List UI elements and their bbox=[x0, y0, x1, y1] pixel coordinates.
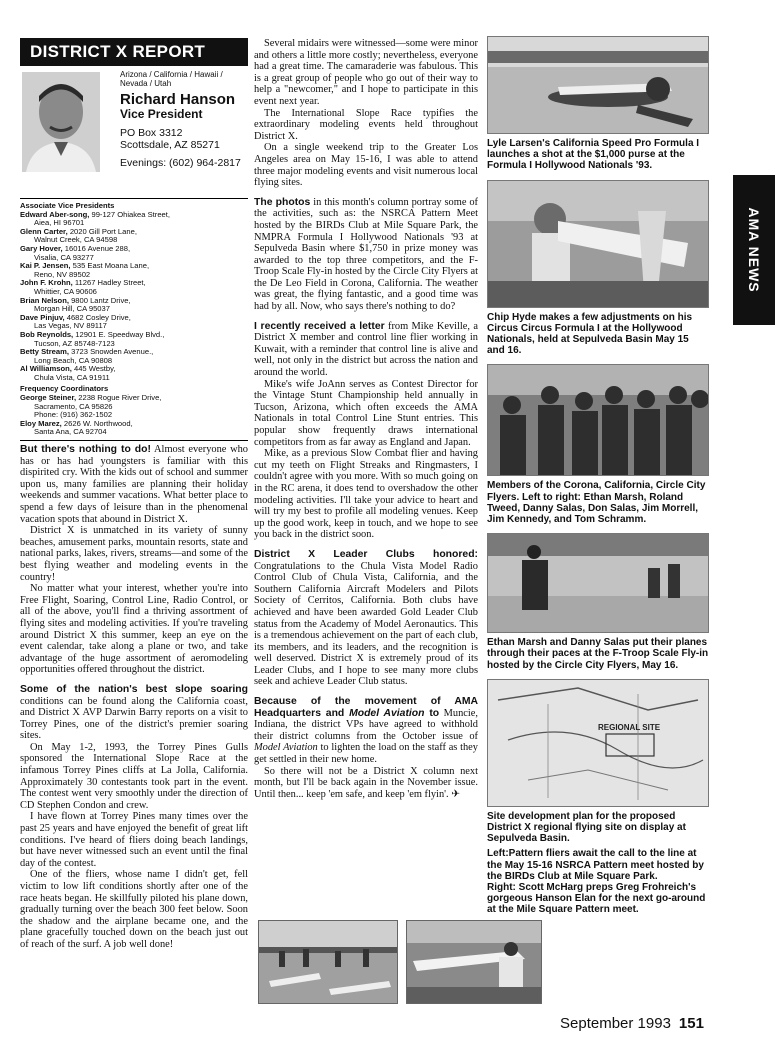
photo-ftroop-fly-in bbox=[487, 533, 709, 633]
avp-name: Gary Hover, bbox=[20, 243, 63, 253]
paragraph: So there will not be a District X column next month, but I'll be back again in the November issue. Until then... keep 'em safe, and keep 'em flyin'. ✈ bbox=[254, 765, 478, 800]
avp-address: 9800 Lantz Drive, bbox=[71, 295, 131, 305]
vp-phone: Evenings: (602) 964-2817 bbox=[120, 157, 241, 169]
avp-city: Chula Vista, CA 91911 bbox=[34, 372, 110, 382]
avp-name: Brian Nelson, bbox=[20, 295, 69, 305]
paragraph bbox=[254, 696, 478, 766]
photo-caption: Left:Pattern fliers await the call to the line at the May 15-16 NSRCA Pattern meet hosted by the BIRDs Club at Mile Square Park. bbox=[487, 848, 704, 882]
spacer bbox=[254, 541, 478, 549]
coordinator-phone: Phone: (916) 362-1502 bbox=[34, 410, 113, 420]
avp-entry bbox=[20, 262, 248, 279]
vp-address-line1: PO Box 3312 bbox=[120, 127, 183, 139]
coordinator-address: 2238 Rogue River Drive, bbox=[78, 393, 162, 403]
photo-caption: Ethan Marsh and Danny Salas put their planes through their paces at the F-Troop Scale Fly-in hosted by the Circle City Flyers, May 16. bbox=[487, 637, 709, 671]
avp-city: Whittier, CA 90606 bbox=[34, 286, 97, 296]
section-tab-label: AMA NEWS bbox=[746, 207, 762, 293]
avp-name: Dave Pinjuv, bbox=[20, 312, 65, 322]
officer-roster bbox=[20, 198, 248, 441]
paragraph bbox=[254, 321, 478, 379]
photo-caption: Site development plan for the proposed District X regional flying site on display at Sepulveda Basin. bbox=[487, 810, 686, 845]
roster-section-title: Frequency Coordinators bbox=[20, 384, 109, 394]
paragraph: One of the fliers, whose name I didn't get, fell victim to low lift conditions shortly after one of the race heats began. He skillfully piloted his plane down, gradually turning over the beach 300 feet below. Soon the shadow and the airplane became one, and the plane gracefully touched down on the beach just out of reach of the surf. A job well done! bbox=[20, 869, 248, 950]
paragraph-text: from Mike Keville, a District X member and control line flier working in Kuwait, with a reminder that control line is alive and well, not only in the district but across the nation and around the world. bbox=[254, 320, 478, 379]
photo-caption: Members of the Corona, California, Circle City Flyers. Left to right: Ethan Marsh, Roland Tweed, Danny Salas, Don Salas, Jim Morrell, Jim Kennedy, and Tom Schramm. bbox=[487, 480, 706, 526]
avp-entry bbox=[20, 245, 248, 262]
avp-city: Morgan Hill, CA 95037 bbox=[34, 304, 110, 314]
avp-entry bbox=[20, 331, 248, 348]
column-1 bbox=[20, 38, 248, 951]
coordinator-entry bbox=[20, 394, 248, 420]
avp-address: 11267 Hadley Street, bbox=[74, 278, 146, 288]
section-tab bbox=[733, 175, 775, 325]
avp-name: Betty Stream, bbox=[20, 347, 69, 357]
article-column-1 bbox=[20, 444, 248, 951]
avp-name: Kai P. Jensen, bbox=[20, 261, 71, 271]
paragraph bbox=[254, 197, 478, 313]
vp-name: Richard Hanson bbox=[120, 91, 236, 108]
paragraph-lead-italic: Model Aviation bbox=[349, 707, 425, 719]
avp-city: Aiea, HI 96701 bbox=[34, 218, 85, 228]
column-2 bbox=[254, 38, 478, 800]
vp-portrait bbox=[22, 72, 100, 172]
avp-city: Long Beach, CA 90808 bbox=[34, 355, 113, 365]
avp-entry bbox=[20, 211, 248, 228]
paragraph: The International Slope Race typifies the extraordinary modeling events held throughout District X. bbox=[254, 107, 478, 142]
paragraph-lead: I recently received a letter bbox=[254, 320, 385, 332]
column-3 bbox=[487, 36, 709, 924]
site-plan-map bbox=[487, 679, 709, 807]
column-header: DISTRICT X REPORT bbox=[20, 38, 248, 66]
paragraph-lead: Some of the nation's best slope soaring bbox=[20, 683, 248, 695]
spacer bbox=[254, 313, 478, 321]
avp-entry bbox=[20, 365, 248, 382]
vp-info bbox=[120, 70, 250, 169]
avp-entry bbox=[20, 279, 248, 296]
district-states: Arizona / California / Hawaii / Nevada / Utah bbox=[120, 70, 223, 88]
coordinator-entry bbox=[20, 420, 248, 437]
paragraph bbox=[20, 684, 248, 742]
photo-hanson-elan bbox=[406, 920, 542, 1004]
avp-address: 2020 Gill Port Lane, bbox=[69, 226, 137, 236]
paragraph bbox=[254, 549, 478, 688]
paragraph-lead: The photos bbox=[254, 196, 311, 208]
paragraph: Mike's wife JoAnn serves as Contest Director for the Vintage Stunt Championship held annually in Tucson, Arizona, which often exceeds the AMA Nationals in total Control Line Stunt entries. This popular show frequently draws international competitors from as far away as England and Japan. bbox=[254, 378, 478, 448]
paragraph-text: Congratulations to the Chula Vista Model Radio Control Club of Chula Vista, California, and the Southern California Aircraft Modelers and Pilots Society of Cerritos, California. Both clubs have achieved and have been awarded Gold Leader Club status from the Academy of Model Aeronautics. This is a tremendous achievement on the part of each club, its members, and its leaders, and the recognition is well deserved. District X is extremely proud of its Leader Clubs, and I hope to see many more clubs seek and achieve Leader Club status. bbox=[254, 560, 478, 688]
avp-city: Walnut Creek, CA 94598 bbox=[34, 235, 118, 245]
coordinator-address: 2626 W. Northwood, bbox=[63, 418, 133, 428]
paragraph-text: to lighten the load on the staff as they get settled in their new home. bbox=[254, 742, 478, 766]
photo-caption: Lyle Larsen's California Speed Pro Formula I launches a shot at the $1,000 purse at the Formula I Hollywood Nationals '93. bbox=[487, 138, 700, 172]
avp-city: Tucson, AZ 85748-7123 bbox=[34, 338, 115, 348]
paragraph: No matter what your interest, whether you're into Free Flight, Soaring, Control Line, Radio Control, or all of the above, you'll find a thriving assortment of flying sites and modeling activities. If you're traveling around District X this summer, keep an eye on the event calendar, take along a plane or two, and take advantage of the huge assortment of aeromodeling opportunities offered throughout the district. bbox=[20, 583, 248, 676]
avp-entry bbox=[20, 314, 248, 331]
coordinator-city: Santa Ana, CA 92704 bbox=[34, 427, 107, 437]
vp-profile bbox=[20, 70, 248, 198]
paragraph: District X is unmatched in its variety of sunny beaches, amusement parks, mountain resorts, state and national parks, lakes, rivers, streams—and some of the best flying weather and modeling events in the country! bbox=[20, 525, 248, 583]
avp-name: Al Williamson, bbox=[20, 364, 72, 374]
photo-speed-pro-launch bbox=[487, 36, 709, 134]
avp-name: Edward Aber-song, bbox=[20, 209, 90, 219]
paragraph-lead: to bbox=[424, 707, 440, 719]
avp-address: 445 Westby, bbox=[73, 364, 116, 374]
paragraph: I have flown at Torrey Pines many times over the past 25 years and have enjoyed the benefit of great lift conditions. I've heard of fliers doing beach landings, but have never witnessed such an event until the final day of the contest. bbox=[20, 811, 248, 869]
paragraph-lead: But there's nothing to do! bbox=[20, 444, 151, 456]
vp-address-line2: Scottsdale, AZ 85271 bbox=[120, 139, 220, 151]
avp-entry bbox=[20, 297, 248, 314]
paragraph: On May 1-2, 1993, the Torrey Pines Gulls sponsored the International Slope Race at the infamous Torrey Pines cliffs at La Jolla, California. Approximately 30 contestants took part in the event. The contest went very smoothly under the direction of CD Stephen Condon and crew. bbox=[20, 741, 248, 811]
coordinator-city: Sacramento, CA 95826 bbox=[34, 401, 113, 411]
photo-circle-city-flyers bbox=[487, 364, 709, 476]
paragraph-text: in this month's column portray some of the activities, such as: the NSRCA Pattern Meet hosted by the BIRDs Club at Mile Square Park, the NMPRA Formula I Hollywood Nationals '93 at Sepulveda Basin where $1,750 in prize money was awarded to the top three competitors, and the F-Troop Scale Fly-in hosted by the Circle City Flyers at the De Leo Field in Corona, California. The weather was great, the flying fantastic, and a good time was had by all. Now, who says there's nothing to do? bbox=[254, 196, 478, 313]
photo-chip-hyde bbox=[487, 180, 709, 308]
spacer bbox=[254, 688, 478, 696]
spacer bbox=[254, 189, 478, 197]
photo-pattern-fliers bbox=[258, 920, 398, 1004]
avp-name: Glenn Carter, bbox=[20, 226, 68, 236]
avp-name: John F. Krohn, bbox=[20, 278, 73, 288]
avp-name: Bob Reynolds, bbox=[20, 329, 74, 339]
avp-entry bbox=[20, 228, 248, 245]
page-footer bbox=[560, 1015, 704, 1032]
avp-city: Visalia, CA 93277 bbox=[34, 252, 94, 262]
paragraph: Several midairs were witnessed—some were minor and others a little more costly; nevertheless, everyone had a great time. The camaraderie was fabulous. This is a great group of people who go out of their way to help a "newcomer," and I hope to participate in this event next year. bbox=[254, 38, 478, 107]
paragraph-lead: Because of the movement of AMA Headquarters and bbox=[254, 696, 478, 719]
photo-caption: Right: Scott McHarg preps Greg Frohreich's gorgeous Hanson Elan for the next go-around at the Mile Square Pattern meet. bbox=[487, 882, 706, 916]
spacer bbox=[20, 676, 248, 684]
coordinator-name: George Steiner, bbox=[20, 393, 77, 403]
avp-address: 16016 Avenue 288, bbox=[64, 243, 131, 253]
avp-address: 535 East Moana Lane, bbox=[72, 261, 150, 271]
avp-entry bbox=[20, 348, 248, 365]
coordinator-name: Eloy Marez, bbox=[20, 418, 62, 428]
article-column-2 bbox=[254, 38, 478, 800]
avp-city: Las Vegas, NV 89117 bbox=[34, 321, 107, 331]
map-label: REGIONAL SITE bbox=[598, 722, 661, 732]
vp-title: Vice President bbox=[120, 107, 203, 121]
photo-caption: Chip Hyde makes a few adjustments on his Circus Circus Formula I at the Hollywood Nationals, held at Sepulveda Basin May 15 and 16. bbox=[487, 311, 693, 357]
paragraph-lead: District X Leader Clubs honored: bbox=[254, 548, 478, 560]
paragraph bbox=[20, 444, 248, 525]
paragraph: On a single weekend trip to the Greater Los Angeles area on May 15-16, I was able to attend three major modeling events and visit numerous local flying sites. bbox=[254, 142, 478, 189]
avp-address: 12901 E. Speedway Blvd., bbox=[75, 329, 165, 339]
avp-address: 3723 Snowden Avenue., bbox=[71, 347, 154, 357]
roster-divider bbox=[20, 440, 248, 441]
paragraph-text: Almost everyone who has or has had youngsters is familiar with this dispirited cry. With the kids out of school and summer upon us, many families are planning their holiday weekends and summer vacations. What better place to spend a few days of leisure than in the phenomenal vacation spots that abound in District X. bbox=[20, 444, 249, 525]
avp-city: Reno, NV 89502 bbox=[34, 269, 91, 279]
roster-section-title: Associate Vice Presidents bbox=[20, 201, 115, 210]
avp-address: 99-127 Ohiakea Street, bbox=[91, 209, 170, 219]
paragraph: Mike, as a previous Slow Combat flier and having cut my teeth on Flight Streaks and Ringmasters, I couldn't agree with you more. With so much going on in the RC arena, it does tend to overshadow the other modeling activities. I'll take your advice to heart and will try my best to profile all modeling venues. Keep up the good work, keep in touch, and we hope to see you back in the district soon. bbox=[254, 448, 478, 541]
paragraph-text: Muncie, Indiana, the district VPs have agreed to withhold their district columns from the October issue of bbox=[254, 707, 478, 742]
avp-address: 4682 Cosley Drive, bbox=[66, 312, 131, 322]
issue-date: September 1993 bbox=[560, 1015, 671, 1032]
page-number: 151 bbox=[678, 1015, 704, 1032]
paragraph-text: conditions can be found along the California coast, and District X AVP Darwin Barry reports on a visit to Torrey Pines, one of the district's premier soaring sites. bbox=[20, 695, 248, 742]
paragraph-text-italic: Model Aviation bbox=[254, 742, 318, 754]
